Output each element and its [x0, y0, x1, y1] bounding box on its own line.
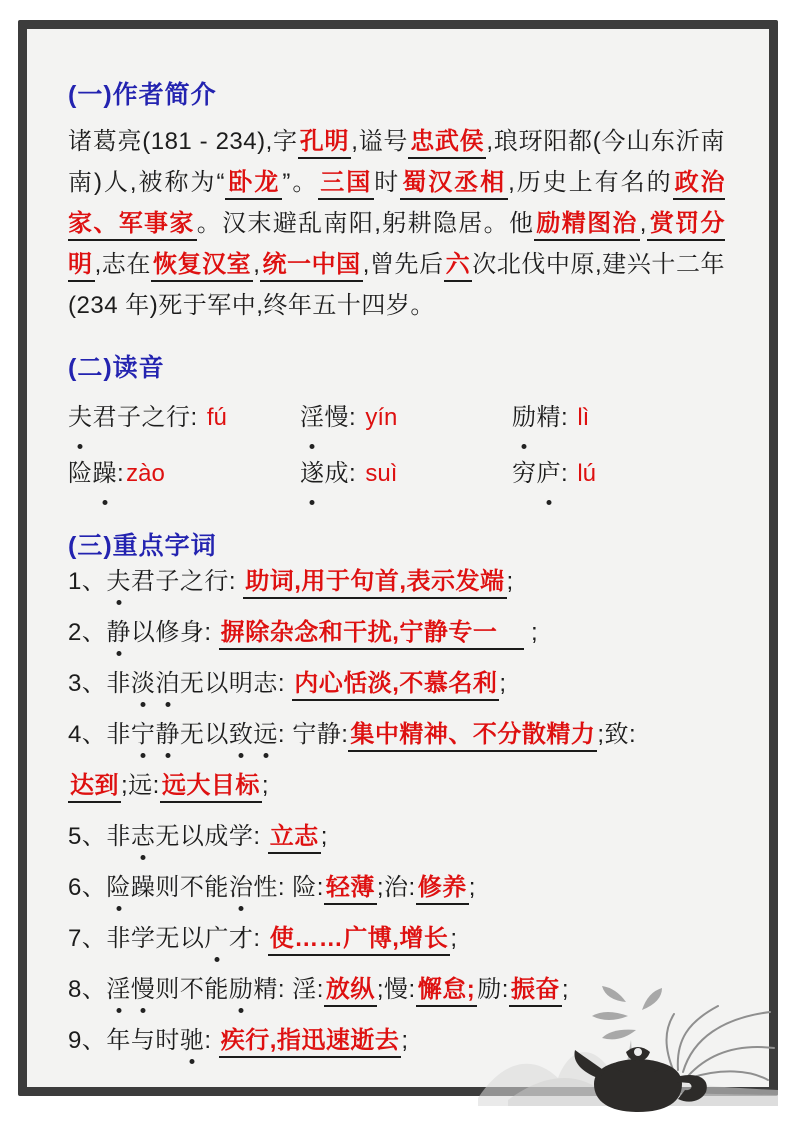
section-3-heading: (三)重点字词 [68, 532, 217, 560]
page-frame [18, 20, 778, 1096]
section-2-heading: (二)读音 [68, 354, 165, 382]
keyword-item-5: 5、非志无以成学: 立志; [68, 821, 725, 853]
author-intro-paragraph: 诸葛亮(181 - 234),字孔明,谥号忠武侯,琅玡阳都(今山东沂南南)人,被称为“卧龙”。三国时蜀汉丞相,历史上有名的政治家、军事家。汉末避乱南阳,躬耕隐居。他励精图治,赏罚分明,志在恢复汉室,统一中国,曾先后六次北伐中原,建兴十二年(234 年)死于军中,终年五十四岁。 [68, 128, 726, 319]
section-1-heading: (一)作者简介 [68, 81, 217, 109]
pronunciation-entry: 励精: lì [512, 394, 725, 442]
keyword-item-9: 9、年与时驰: 疾行,指迅速逝去; [68, 1025, 725, 1057]
pronunciation-entry: 淫慢: yín [300, 394, 512, 442]
ink-wash-illustration [478, 980, 778, 1120]
keyword-item-2: 2、静以修身: 摒除杂念和干扰,宁静专一 ; [68, 617, 725, 649]
orchid-leaves-icon [667, 1006, 775, 1080]
keyword-item-8: 8、淫慢则不能励精: 淫:放纵;慢:懈怠;励:振奋; [68, 974, 725, 1006]
page-content [27, 29, 769, 1086]
keyword-item-6: 6、险躁则不能治性: 险:轻薄;治:修养; [68, 872, 725, 904]
pronunciation-entry: 穷庐: lú [512, 450, 725, 498]
pronunciation-entry: 夫君子之行: fú [68, 394, 300, 442]
keyword-item-1: 1、夫君子之行: 助词,用于句首,表示发端; [68, 566, 725, 598]
keyword-item-7: 7、非学无以广才: 使……广博,增长; [68, 923, 725, 955]
keyword-item-4-continued: 达到;远:远大目标; [68, 770, 725, 802]
bamboo-leaves-icon [592, 986, 662, 1069]
keyword-item-3: 3、非淡泊无以明志: 内心恬淡,不慕名利; [68, 668, 725, 700]
pronunciation-grid [68, 394, 725, 498]
pronunciation-entry: 遂成: suì [300, 450, 512, 498]
keyword-item-4: 4、非宁静无以致远: 宁静:集中精神、不分散精力;致: [68, 719, 725, 751]
pronunciation-entry: 险躁:zào [68, 450, 300, 498]
